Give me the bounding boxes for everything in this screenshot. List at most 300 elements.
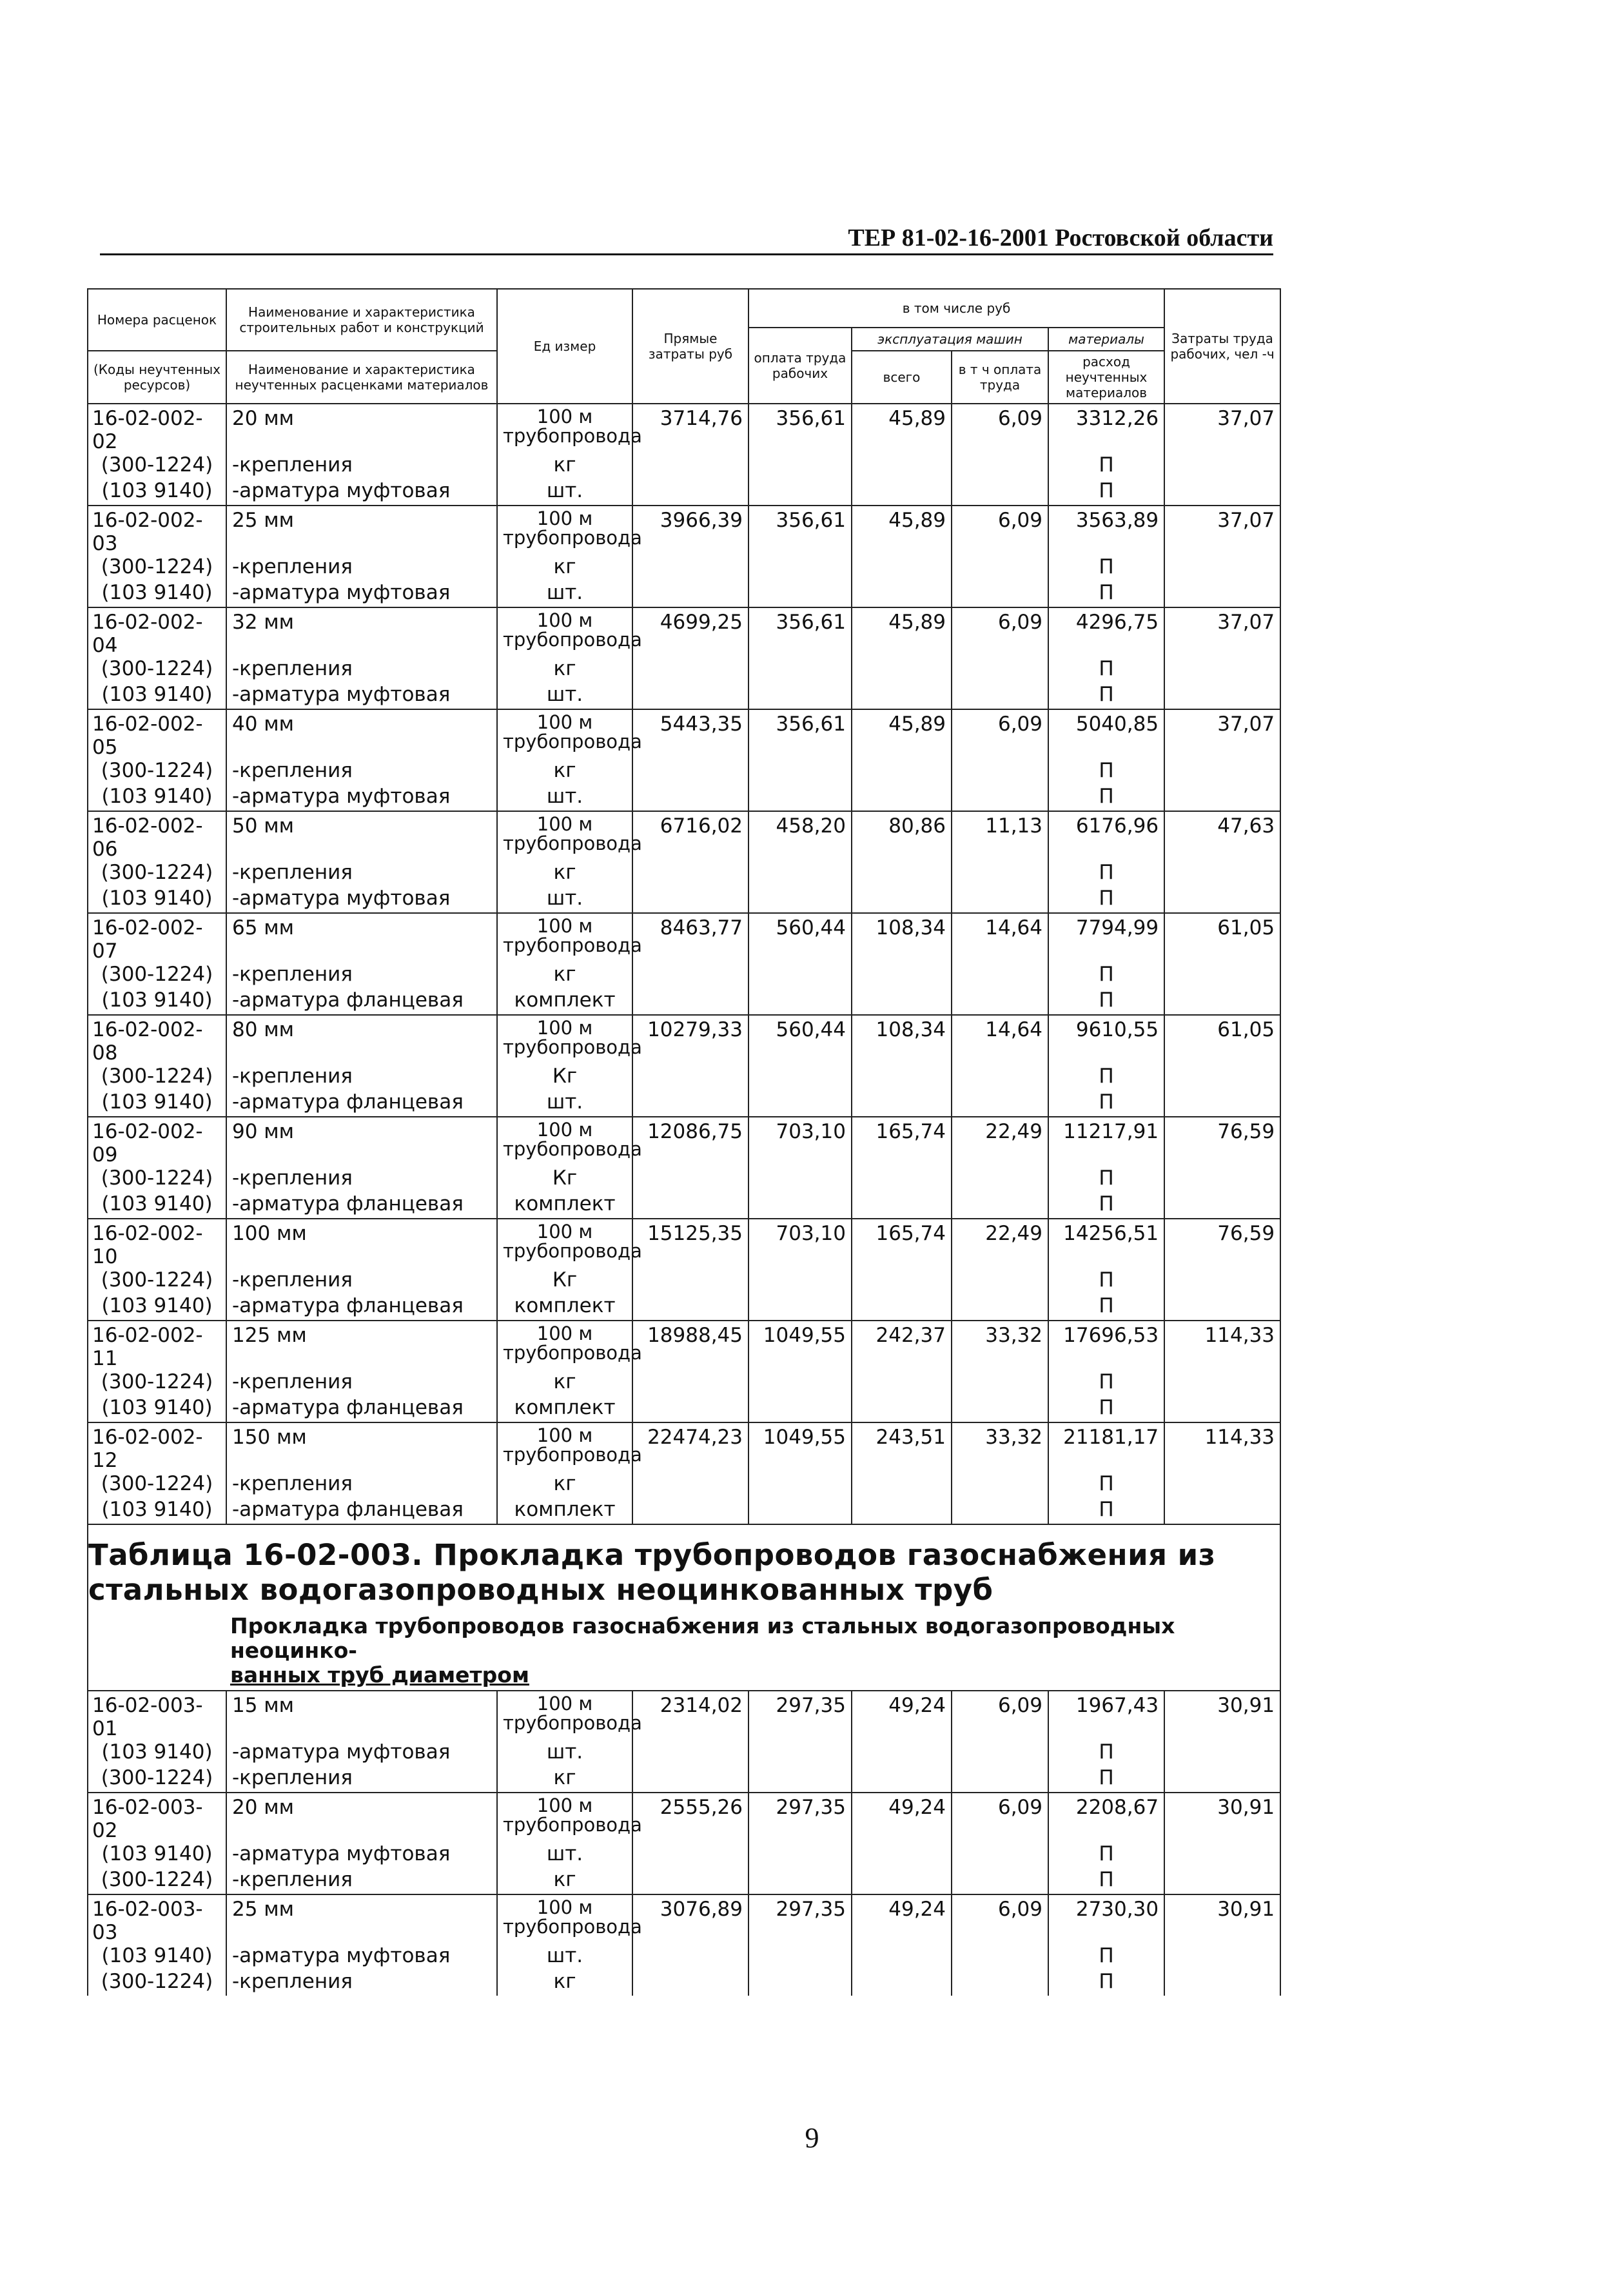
resource-materials: П <box>1048 683 1164 709</box>
unit-line2: трубопровода <box>503 832 642 854</box>
resource-materials: П <box>1048 1396 1164 1422</box>
resource-code: (300-1224) <box>88 657 226 683</box>
resource-unit: кг <box>497 555 632 581</box>
resource-code: (300-1224) <box>88 1868 226 1894</box>
labor: 76,59 <box>1164 1117 1280 1166</box>
empty-cell <box>748 453 852 479</box>
empty-cell <box>632 1498 748 1524</box>
resource-unit: Кг <box>497 1268 632 1294</box>
empty-cell <box>952 887 1048 913</box>
resource-name: -арматура фланцевая <box>226 988 497 1015</box>
direct-cost: 18988,45 <box>632 1321 748 1370</box>
unit-line2: трубопровода <box>503 1036 642 1058</box>
col-labor-header: Затраты труда рабочих, чел -ч <box>1164 289 1280 404</box>
resource-materials: П <box>1048 1065 1164 1090</box>
resource-unit: шт. <box>497 1944 632 1970</box>
empty-cell <box>852 1370 952 1396</box>
empty-cell <box>748 963 852 988</box>
resource-materials: П <box>1048 1268 1164 1294</box>
machines-total: 49,24 <box>852 1793 952 1842</box>
resource-unit: шт. <box>497 1090 632 1117</box>
machines-total: 165,74 <box>852 1117 952 1166</box>
resource-row <box>88 887 1280 913</box>
resource-name: -арматура фланцевая <box>226 1498 497 1524</box>
rate-code: 16-02-002-10 <box>88 1219 226 1268</box>
resource-row <box>88 988 1280 1015</box>
empty-cell <box>1164 1090 1280 1117</box>
rate-row <box>88 404 1280 453</box>
unit-line1: 100 м <box>536 1119 593 1141</box>
resource-materials: П <box>1048 1766 1164 1793</box>
resource-unit: шт. <box>497 785 632 811</box>
empty-cell <box>748 1842 852 1868</box>
rate-name: 40 мм <box>226 709 497 759</box>
resource-code: (103 9140) <box>88 1498 226 1524</box>
empty-cell <box>852 1166 952 1192</box>
resource-row <box>88 1970 1280 1996</box>
direct-cost: 8463,77 <box>632 913 748 963</box>
resource-unit: кг <box>497 759 632 785</box>
labor: 61,05 <box>1164 1015 1280 1065</box>
unit-line1: 100 м <box>536 1896 593 1918</box>
empty-cell <box>632 963 748 988</box>
unit-line1: 100 м <box>536 1794 593 1816</box>
wages: 703,10 <box>748 1219 852 1268</box>
unit-line2: трубопровода <box>503 1138 642 1160</box>
resource-unit: Кг <box>497 1166 632 1192</box>
resource-code: (103 9140) <box>88 1396 226 1422</box>
machines-wages: 11,13 <box>952 811 1048 861</box>
rate-row <box>88 913 1280 963</box>
resource-code: (300-1224) <box>88 555 226 581</box>
materials: 21181,17 <box>1048 1422 1164 1472</box>
resource-unit: кг <box>497 963 632 988</box>
empty-cell <box>748 555 852 581</box>
empty-cell <box>748 1472 852 1498</box>
empty-cell <box>632 1268 748 1294</box>
direct-cost: 2314,02 <box>632 1691 748 1740</box>
resource-name: -крепления <box>226 657 497 683</box>
empty-cell <box>852 1294 952 1321</box>
resource-name: -крепления <box>226 759 497 785</box>
machines-total: 108,34 <box>852 913 952 963</box>
materials: 7794,99 <box>1048 913 1164 963</box>
wages: 560,44 <box>748 1015 852 1065</box>
empty-cell <box>748 1396 852 1422</box>
resource-unit: комплект <box>497 1396 632 1422</box>
unit-line2: трубопровода <box>503 1240 642 1262</box>
resource-unit: шт. <box>497 1740 632 1766</box>
materials: 3312,26 <box>1048 404 1164 453</box>
empty-cell <box>1164 581 1280 607</box>
wages: 297,35 <box>748 1793 852 1842</box>
rate-code: 16-02-002-02 <box>88 404 226 453</box>
resource-row <box>88 581 1280 607</box>
rate-name: 90 мм <box>226 1117 497 1166</box>
rate-name: 65 мм <box>226 913 497 963</box>
empty-cell <box>852 861 952 887</box>
resource-unit: кг <box>497 1970 632 1996</box>
empty-cell <box>1164 683 1280 709</box>
resource-name: -крепления <box>226 1268 497 1294</box>
resource-row <box>88 861 1280 887</box>
page-number: 9 <box>805 2122 819 2154</box>
empty-cell <box>852 1090 952 1117</box>
empty-cell <box>1164 657 1280 683</box>
resource-unit: кг <box>497 1370 632 1396</box>
resource-unit: комплект <box>497 1192 632 1219</box>
empty-cell <box>852 581 952 607</box>
direct-cost: 3966,39 <box>632 506 748 555</box>
empty-cell <box>952 1472 1048 1498</box>
materials: 14256,51 <box>1048 1219 1164 1268</box>
resource-row <box>88 1192 1280 1219</box>
empty-cell <box>748 1192 852 1219</box>
unit-line2: трубопровода <box>503 1444 642 1466</box>
rate-unit <box>497 506 642 555</box>
machines-total: 49,24 <box>852 1894 952 1944</box>
wages: 1049,55 <box>748 1422 852 1472</box>
machines-total: 243,51 <box>852 1422 952 1472</box>
resource-code: (300-1224) <box>88 1166 226 1192</box>
rate-row <box>88 506 1280 555</box>
table-body-002 <box>88 404 1280 1524</box>
labor: 76,59 <box>1164 1219 1280 1268</box>
empty-cell <box>632 657 748 683</box>
empty-cell <box>748 1166 852 1192</box>
document-header: ТЕР 81-02-16-2001 Ростовской области <box>100 222 1273 255</box>
empty-cell <box>748 581 852 607</box>
empty-cell <box>632 988 748 1015</box>
unit-line1: 100 м <box>536 609 593 631</box>
col-machines-header: эксплуатация машин <box>852 328 1048 351</box>
empty-cell <box>952 1766 1048 1793</box>
empty-cell <box>852 1842 952 1868</box>
resource-row <box>88 785 1280 811</box>
empty-cell <box>952 785 1048 811</box>
machines-wages: 6,09 <box>952 709 1048 759</box>
resource-code: (103 9140) <box>88 683 226 709</box>
machines-wages: 22,49 <box>952 1219 1048 1268</box>
unit-line1: 100 м <box>536 1693 593 1715</box>
empty-cell <box>952 759 1048 785</box>
direct-cost: 15125,35 <box>632 1219 748 1268</box>
empty-cell <box>952 1970 1048 1996</box>
empty-cell <box>632 1868 748 1894</box>
empty-cell <box>1164 1740 1280 1766</box>
empty-cell <box>1164 1842 1280 1868</box>
empty-cell <box>952 581 1048 607</box>
machines-total: 45,89 <box>852 506 952 555</box>
unit-line2: трубопровода <box>503 527 642 549</box>
unit-line2: трубопровода <box>503 1814 642 1836</box>
empty-cell <box>748 1090 852 1117</box>
rate-unit <box>497 1422 642 1472</box>
col-machines-total-header: всего <box>852 351 952 404</box>
rate-code: 16-02-002-07 <box>88 913 226 963</box>
empty-cell <box>952 453 1048 479</box>
labor: 37,07 <box>1164 404 1280 453</box>
resource-name: -крепления <box>226 555 497 581</box>
unit-line1: 100 м <box>536 1221 593 1243</box>
rate-row <box>88 1117 1280 1166</box>
resource-name: -крепления <box>226 453 497 479</box>
empty-cell <box>748 1944 852 1970</box>
empty-cell <box>748 988 852 1015</box>
rate-row <box>88 1219 1280 1268</box>
unit-line1: 100 м <box>536 1017 593 1039</box>
resource-unit: шт. <box>497 887 632 913</box>
rate-unit <box>497 1691 642 1740</box>
empty-cell <box>1164 1370 1280 1396</box>
resource-materials: П <box>1048 1868 1164 1894</box>
empty-cell <box>632 1166 748 1192</box>
table-body-003 <box>88 1691 1280 1996</box>
unit-line2: трубопровода <box>503 1916 642 1938</box>
unit-line1: 100 м <box>536 711 593 733</box>
resource-materials: П <box>1048 1370 1164 1396</box>
labor: 30,91 <box>1164 1793 1280 1842</box>
empty-cell <box>632 1090 748 1117</box>
resource-code: (103 9140) <box>88 785 226 811</box>
section-caption <box>88 1524 1280 1691</box>
empty-cell <box>852 1065 952 1090</box>
resource-code: (300-1224) <box>88 1370 226 1396</box>
empty-cell <box>748 785 852 811</box>
resource-row <box>88 1065 1280 1090</box>
unit-line1: 100 м <box>536 1424 593 1446</box>
empty-cell <box>1164 1498 1280 1524</box>
empty-cell <box>952 1396 1048 1422</box>
rate-row <box>88 1793 1280 1842</box>
materials: 5040,85 <box>1048 709 1164 759</box>
empty-cell <box>632 887 748 913</box>
resource-row <box>88 1944 1280 1970</box>
wages: 356,61 <box>748 506 852 555</box>
direct-cost: 10279,33 <box>632 1015 748 1065</box>
empty-cell <box>952 1294 1048 1321</box>
rate-name: 32 мм <box>226 607 497 657</box>
resource-row <box>88 1740 1280 1766</box>
empty-cell <box>852 963 952 988</box>
resource-row <box>88 683 1280 709</box>
resource-materials: П <box>1048 861 1164 887</box>
unit-line1: 100 м <box>536 1322 593 1344</box>
rate-code: 16-02-002-03 <box>88 506 226 555</box>
machines-wages: 22,49 <box>952 1117 1048 1166</box>
empty-cell <box>748 1294 852 1321</box>
empty-cell <box>952 555 1048 581</box>
empty-cell <box>748 1766 852 1793</box>
materials: 11217,91 <box>1048 1117 1164 1166</box>
resource-name: -крепления <box>226 1970 497 1996</box>
labor: 47,63 <box>1164 811 1280 861</box>
rate-code: 16-02-003-02 <box>88 1793 226 1842</box>
col-name-header: Наименование и характеристика строительных работ и конструкций <box>226 289 497 351</box>
unit-line2: трубопровода <box>503 731 642 752</box>
unit-line1: 100 м <box>536 507 593 529</box>
empty-cell <box>952 1268 1048 1294</box>
empty-cell <box>632 555 748 581</box>
labor: 114,33 <box>1164 1422 1280 1472</box>
resource-row <box>88 1370 1280 1396</box>
col-code-header: Номера расценок <box>88 289 226 351</box>
rate-unit <box>497 811 642 861</box>
empty-cell <box>952 1090 1048 1117</box>
empty-cell <box>748 1065 852 1090</box>
machines-wages: 33,32 <box>952 1422 1048 1472</box>
resource-materials: П <box>1048 1944 1164 1970</box>
resource-materials: П <box>1048 759 1164 785</box>
materials: 6176,96 <box>1048 811 1164 861</box>
resource-code: (103 9140) <box>88 1090 226 1117</box>
rate-code: 16-02-002-06 <box>88 811 226 861</box>
rate-row <box>88 709 1280 759</box>
unit-line2: трубопровода <box>503 1342 642 1364</box>
resource-name: -арматура муфтовая <box>226 581 497 607</box>
machines-wages: 14,64 <box>952 1015 1048 1065</box>
rate-unit <box>497 913 642 963</box>
empty-cell <box>1164 1268 1280 1294</box>
rate-unit <box>497 1894 642 1944</box>
machines-total: 80,86 <box>852 811 952 861</box>
resource-name: -арматура муфтовая <box>226 887 497 913</box>
resource-unit: кг <box>497 657 632 683</box>
machines-wages: 6,09 <box>952 404 1048 453</box>
resource-unit: шт. <box>497 1842 632 1868</box>
resource-materials: П <box>1048 1970 1164 1996</box>
empty-cell <box>952 1370 1048 1396</box>
machines-wages: 6,09 <box>952 607 1048 657</box>
rate-name: 80 мм <box>226 1015 497 1065</box>
col-materials-sub-header: расход неучтенных материалов <box>1048 351 1164 404</box>
resource-unit: кг <box>497 1766 632 1793</box>
empty-cell <box>632 479 748 506</box>
resource-materials: П <box>1048 657 1164 683</box>
empty-cell <box>632 1472 748 1498</box>
direct-cost: 12086,75 <box>632 1117 748 1166</box>
resource-code: (103 9140) <box>88 1944 226 1970</box>
col-including-header: в том числе руб <box>748 289 1164 328</box>
table-header <box>88 289 1280 404</box>
direct-cost: 22474,23 <box>632 1422 748 1472</box>
resource-unit: комплект <box>497 988 632 1015</box>
machines-wages: 6,09 <box>952 506 1048 555</box>
empty-cell <box>852 785 952 811</box>
empty-cell <box>852 1944 952 1970</box>
resource-name: -арматура муфтовая <box>226 1740 497 1766</box>
col-machines-wages-header: в т ч оплата труда <box>952 351 1048 404</box>
resource-row <box>88 1842 1280 1868</box>
resource-materials: П <box>1048 1090 1164 1117</box>
resource-unit: шт. <box>497 581 632 607</box>
direct-cost: 3076,89 <box>632 1894 748 1944</box>
section-title: Таблица 16-02-003. Прокладка трубопроводов газоснабжения из стальных водогазопроводных неоцинкованных труб <box>88 1538 1216 1607</box>
empty-cell <box>952 657 1048 683</box>
empty-cell <box>632 1370 748 1396</box>
rate-unit <box>497 1015 642 1065</box>
resource-code: (103 9140) <box>88 581 226 607</box>
rate-row <box>88 607 1280 657</box>
resource-materials: П <box>1048 555 1164 581</box>
empty-cell <box>1164 861 1280 887</box>
resource-code: (300-1224) <box>88 1766 226 1793</box>
resource-code: (300-1224) <box>88 1268 226 1294</box>
resource-code: (103 9140) <box>88 1192 226 1219</box>
empty-cell <box>852 479 952 506</box>
resource-name: -крепления <box>226 1868 497 1894</box>
resource-row <box>88 1090 1280 1117</box>
resource-code: (103 9140) <box>88 479 226 506</box>
resource-name: -арматура муфтовая <box>226 1842 497 1868</box>
resource-name: -арматура муфтовая <box>226 683 497 709</box>
empty-cell <box>1164 479 1280 506</box>
col-code-sub-header: (Коды неучтенных ресурсов) <box>88 351 226 404</box>
resource-code: (103 9140) <box>88 887 226 913</box>
direct-cost: 2555,26 <box>632 1793 748 1842</box>
empty-cell <box>1164 988 1280 1015</box>
resource-materials: П <box>1048 988 1164 1015</box>
empty-cell <box>852 555 952 581</box>
empty-cell <box>952 1065 1048 1090</box>
empty-cell <box>1164 1166 1280 1192</box>
section-subtitle-line1: Прокладка трубопроводов газоснабжения из стальных водогазопроводных неоцинко- <box>230 1613 1175 1663</box>
machines-total: 45,89 <box>852 404 952 453</box>
empty-cell <box>632 581 748 607</box>
resource-name: -крепления <box>226 1766 497 1793</box>
labor: 114,33 <box>1164 1321 1280 1370</box>
empty-cell <box>952 1944 1048 1970</box>
resource-unit: шт. <box>497 683 632 709</box>
wages: 356,61 <box>748 709 852 759</box>
rate-code: 16-02-002-05 <box>88 709 226 759</box>
empty-cell <box>852 683 952 709</box>
resource-row <box>88 963 1280 988</box>
resource-materials: П <box>1048 963 1164 988</box>
empty-cell <box>852 1740 952 1766</box>
rates-table <box>87 288 1281 1996</box>
resource-name: -крепления <box>226 1472 497 1498</box>
labor: 30,91 <box>1164 1894 1280 1944</box>
machines-wages: 33,32 <box>952 1321 1048 1370</box>
empty-cell <box>1164 1766 1280 1793</box>
empty-cell <box>952 1842 1048 1868</box>
resource-name: -арматура фланцевая <box>226 1294 497 1321</box>
resource-name: -крепления <box>226 1370 497 1396</box>
resource-row <box>88 1498 1280 1524</box>
empty-cell <box>1164 785 1280 811</box>
empty-cell <box>748 1268 852 1294</box>
resource-materials: П <box>1048 1472 1164 1498</box>
empty-cell <box>748 683 852 709</box>
col-materials-header: материалы <box>1048 328 1164 351</box>
section-subtitle-line2: ванных труб диаметром <box>230 1662 529 1687</box>
empty-cell <box>952 479 1048 506</box>
resource-row <box>88 1868 1280 1894</box>
empty-cell <box>952 1166 1048 1192</box>
rate-code: 16-02-002-12 <box>88 1422 226 1472</box>
unit-line1: 100 м <box>536 915 593 937</box>
unit-line2: трубопровода <box>503 934 642 956</box>
rate-name: 50 мм <box>226 811 497 861</box>
resource-materials: П <box>1048 1842 1164 1868</box>
resource-unit: комплект <box>497 1294 632 1321</box>
unit-line2: трубопровода <box>503 425 642 447</box>
empty-cell <box>1164 1192 1280 1219</box>
resource-row <box>88 1294 1280 1321</box>
direct-cost: 3714,76 <box>632 404 748 453</box>
empty-cell <box>748 1370 852 1396</box>
